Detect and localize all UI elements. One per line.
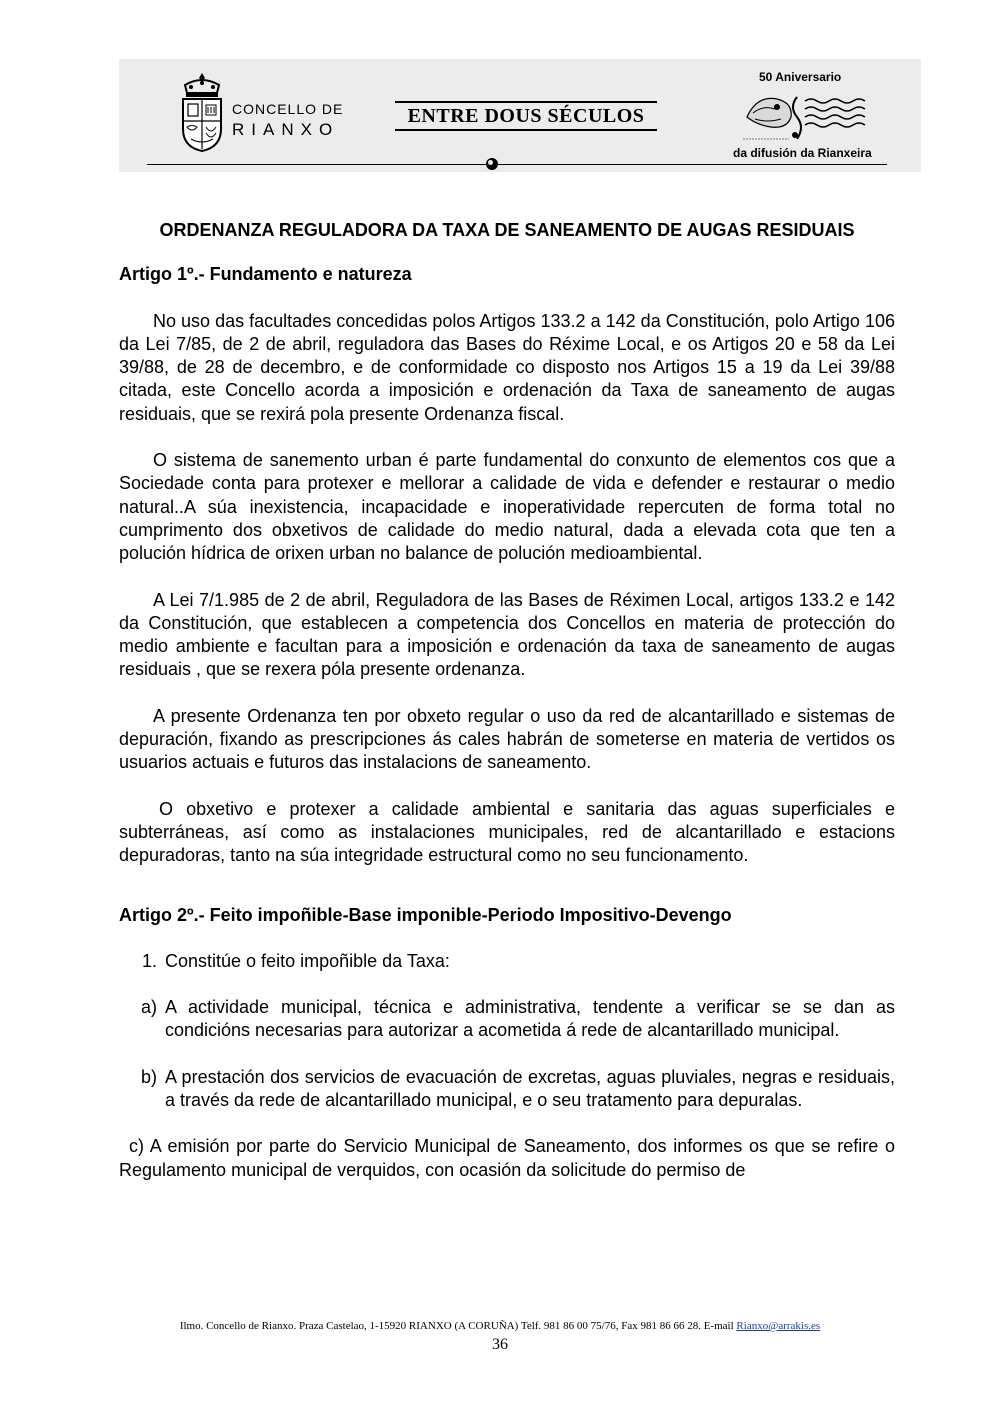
list-item bbox=[119, 1066, 895, 1113]
list-item-marker: a) bbox=[140, 997, 157, 1018]
coat-of-arms-icon bbox=[177, 71, 227, 153]
list-item-text: Constitúe o feito impoñible da Taxa: bbox=[165, 950, 450, 971]
list-item bbox=[119, 996, 895, 1043]
list-item-text: A actividade municipal, técnica e administrativa, tendente a verificar se se dan as condicións necesarias para autorizar a acometida á rede de alcantarillado municipal. bbox=[165, 997, 895, 1041]
anniversary-music-logo-icon bbox=[739, 87, 879, 145]
header-divider bbox=[147, 164, 887, 165]
article-2-paragraph-c: c) A emisión por parte do Servicio Municipal de Saneamento, dos informes os que se refire o Regulamento municipal de verquidos, con ocasión da solicitude do permiso de bbox=[119, 1136, 895, 1180]
concello-line2: RIANXO bbox=[232, 120, 340, 139]
header-center-title: ENTRE DOUS SÉCULOS bbox=[395, 101, 657, 131]
document-body bbox=[119, 219, 895, 1182]
article-2-heading: Artigo 2º.- Feito impoñible-Base imponible-Periodo Impositivo-Devengo bbox=[119, 904, 732, 925]
article-1-paragraph: A presente Ordenanza ten por obxeto regular o uso da red de alcantarillado e sistemas de depuración, fixando as prescripciones ás cales habrán de someterse en materia de vertidos os usuarios actuais e futuros das instalacions de saneamento. bbox=[119, 705, 895, 773]
article-1-paragraph: O sistema de sanemento urban é parte fundamental do conxunto de elementos cos que a Sociedade conta para protexer e mellorar a calidade de vida e defender e restaurar o medio natural..A súa inexistencia, incapacidade e inoperatividade repercuten de forma total no cumprimento dos obxetivos de calidade do medio natural, dada a elevada cota que ten a polución hídrica de orixen urban no balance de polución medioambiental. bbox=[119, 450, 895, 564]
list-item-marker: b) bbox=[140, 1066, 157, 1087]
article-1-paragraph: O obxetivo e protexer a calidade ambiental e sanitaria das aguas superficiales e subterráneas, así como as instalaciones municipales, red de alcantarillado e estacions depuradoras, tanto na súa integridade estructural como no seu funcionamento. bbox=[119, 798, 895, 866]
page-footer bbox=[0, 1320, 1000, 1332]
footer-email-link[interactable]: Rianxo@arrakis.es bbox=[736, 1320, 821, 1332]
article-1-paragraph: A Lei 7/1.985 de 2 de abril, Reguladora de las Bases de Réximen Local, artigos 133.2 e 142 da Constitución, que establecen a competencia dos Concellos en materia de protección do medio ambiente e facultan para a imposición e ordenación da taxa de saneamento de augas residuais , que se rexera póla presente ordenanza. bbox=[119, 589, 895, 680]
article-1-heading: Artigo 1º.- Fundamento e natureza bbox=[119, 264, 412, 285]
page-number: 36 bbox=[492, 1336, 508, 1353]
document-title: ORDENANZA REGULADORA DA TAXA DE SANEAMENTO DE AUGAS RESIDUAIS bbox=[159, 220, 855, 240]
concello-logo-text bbox=[232, 101, 343, 140]
page-header bbox=[119, 59, 921, 172]
article-1-paragraph: No uso das facultades concedidas polos Artigos 133.2 a 142 da Constitución, polo Artigo 106 da Lei 7/85, de 2 de abril, reguladora das Bases do Réxime Local, e os Artigos 20 e 58 da Lei 39/88, de 28 de decembro, e de conformidade co disposto nos Artigos 15 a 19 da Lei 39/88 citada, este Concello acorda a imposición e ordenación da Taxa de saneamento de augas residuais, que se rexirá pola presente Ordenanza fiscal. bbox=[119, 310, 895, 424]
concello-line1: CONCELLO DE bbox=[232, 101, 344, 117]
footer-address: Ilmo. Concello de Rianxo. Praza Castelao, 1-15920 RIANXO (A CORUÑA) Telf. 981 86 00 75/76, Fax 981 86 66 28. E-mail bbox=[179, 1320, 737, 1332]
list-item-marker: 1. bbox=[141, 950, 157, 971]
list-item bbox=[119, 950, 895, 973]
list-item-text: A prestación dos servicios de evacuación de excretas, aguas pluviales, negras e residuais, a través da rede de alcantarillado municipal, e o seu tratamento para depuralas. bbox=[165, 1066, 895, 1111]
divider-ornament-icon bbox=[486, 158, 498, 170]
aniversario-top-text: 50 Aniversario bbox=[759, 70, 842, 84]
aniversario-bottom-text: da difusión da Rianxeira bbox=[733, 146, 872, 160]
